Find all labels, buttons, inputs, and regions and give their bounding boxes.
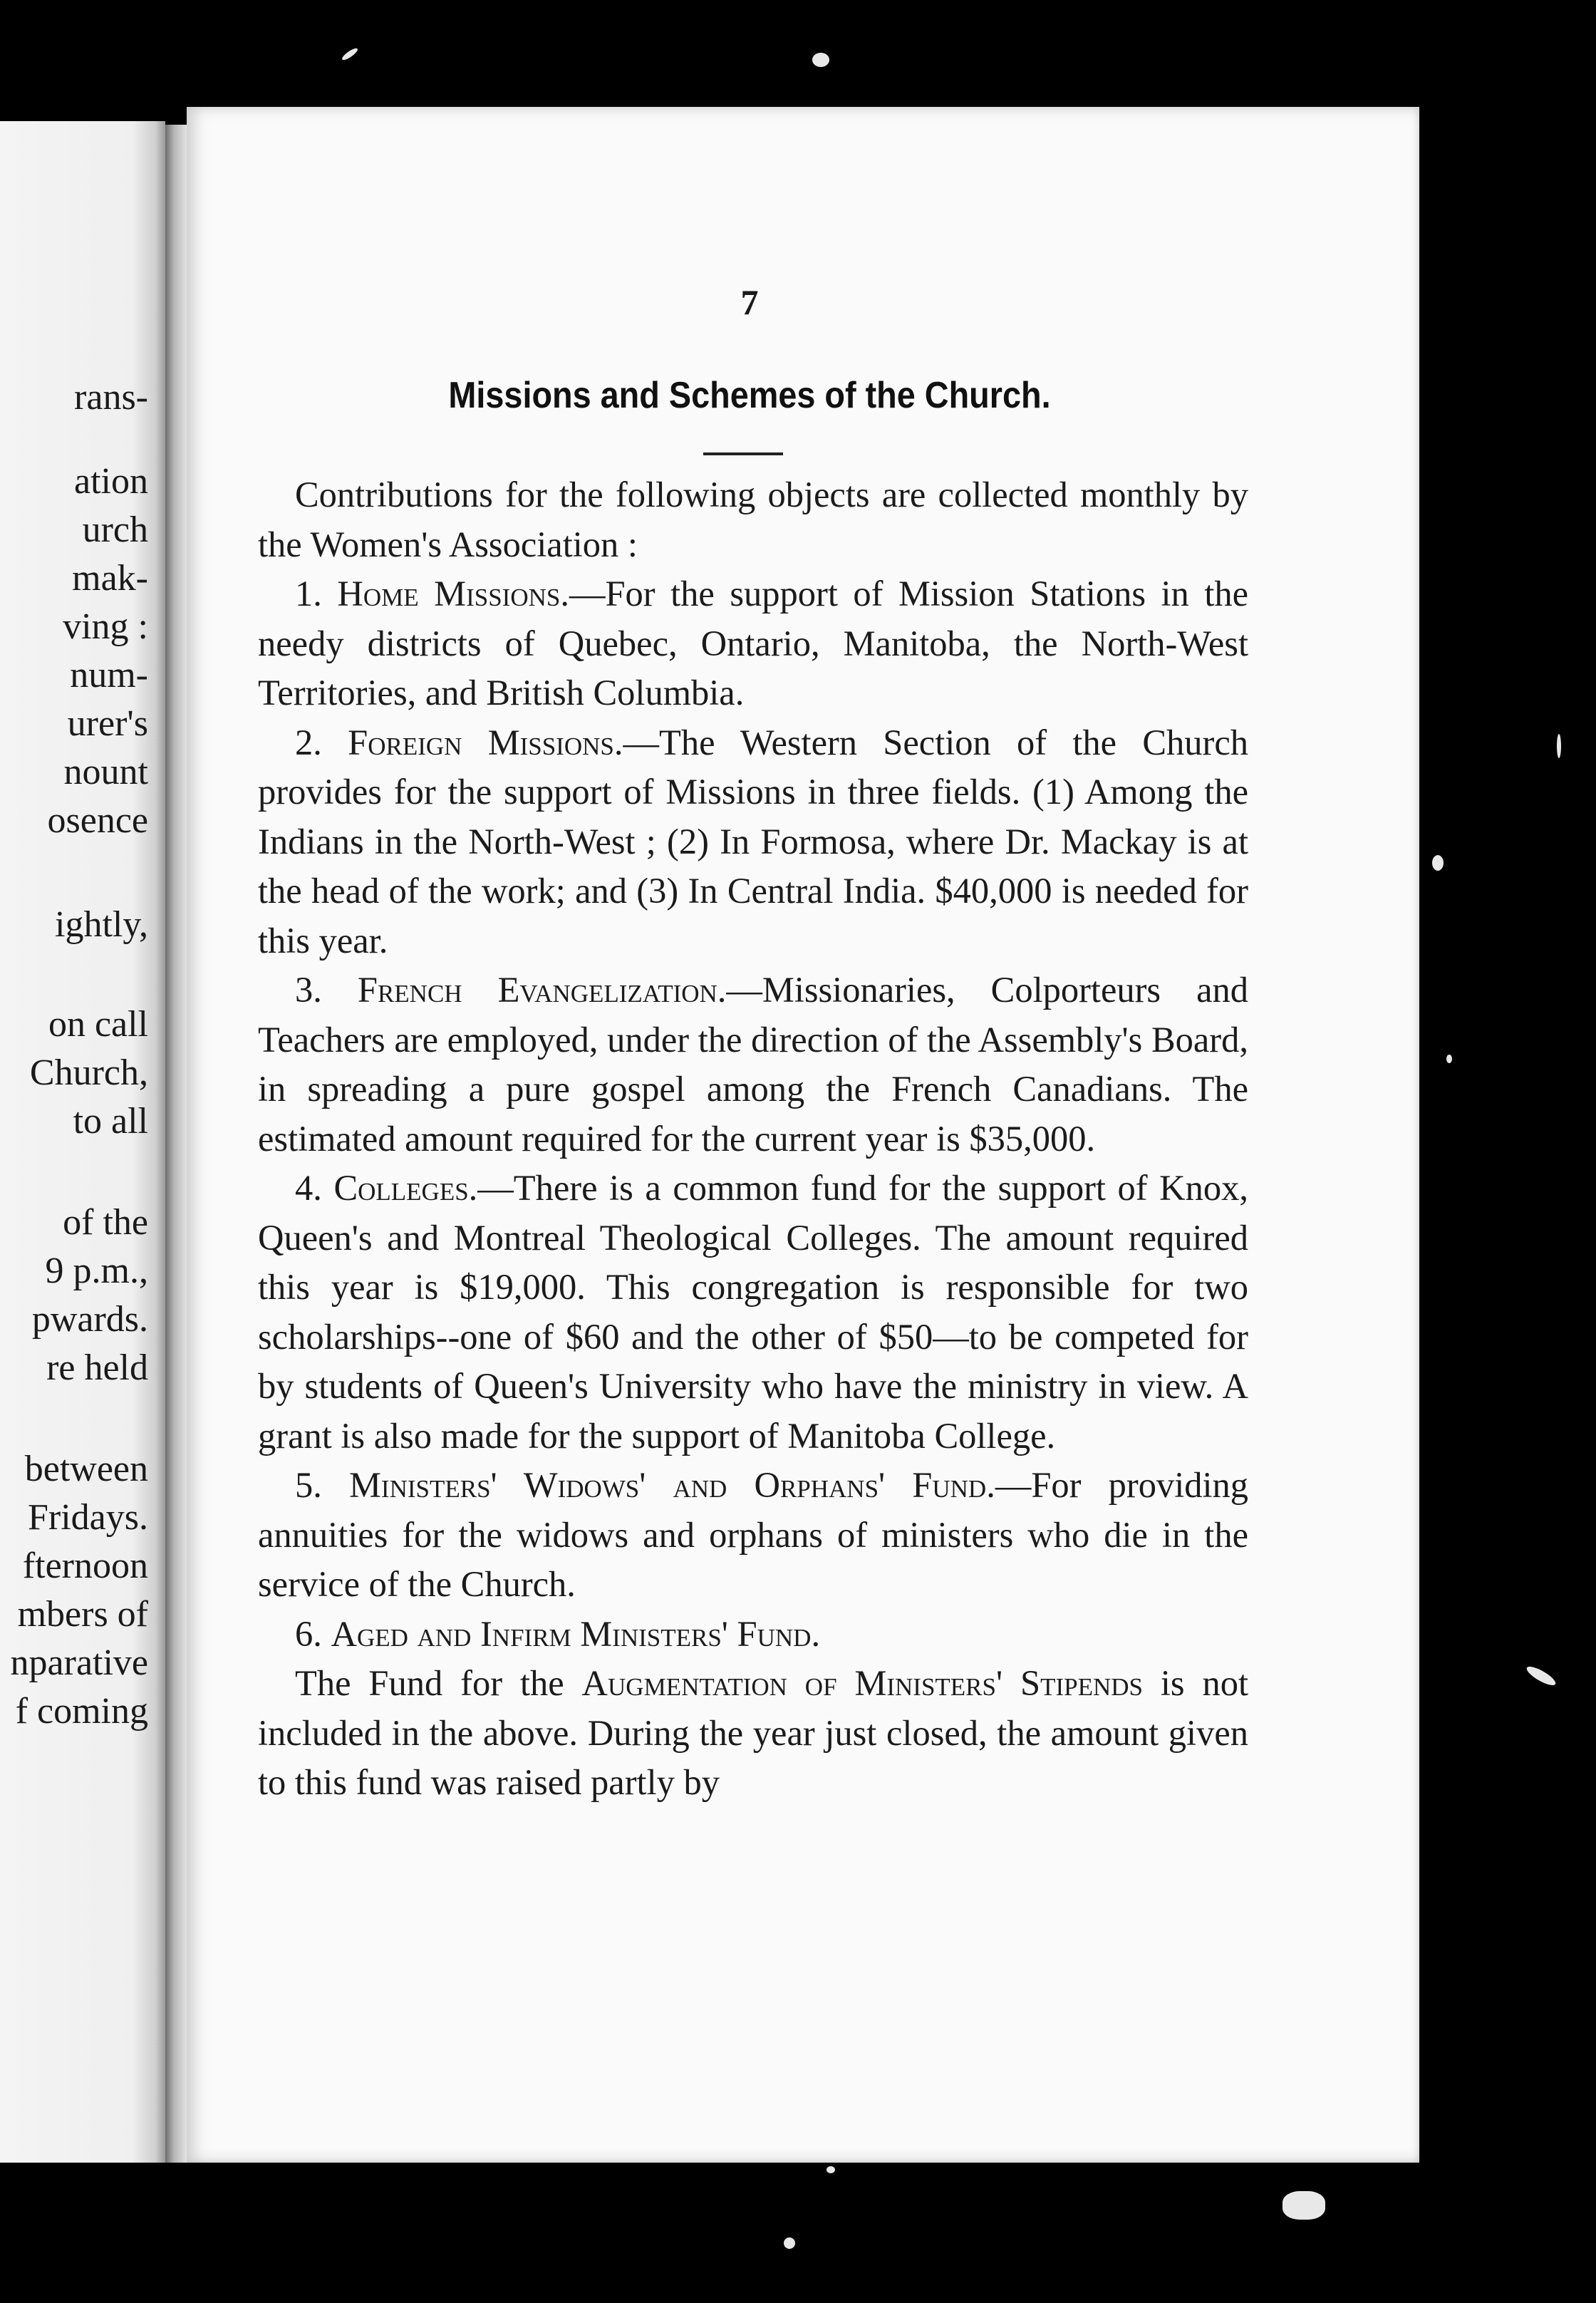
left-page-fragment: osence <box>47 800 148 841</box>
item-title: Home Missions. <box>337 574 569 614</box>
left-page-fragment: urch <box>82 509 148 550</box>
left-page-fragment: between <box>24 1449 148 1489</box>
left-page-fragment: ving : <box>63 606 148 647</box>
item-text: —Missionaries, Colporteurs and Teachers are employed, under the direction of the Assembly's Board, in spreading a pure gospel among the French Canadians. The estimated amount required for the current year is $35,000. <box>258 970 1248 1159</box>
left-page-fragment: ation <box>74 461 148 502</box>
dust-speck <box>826 2166 835 2173</box>
item-home-missions <box>258 569 1248 718</box>
item-number: 6. <box>295 1613 322 1654</box>
heading-rule <box>703 452 783 455</box>
closing-paragraph <box>258 1659 1248 1808</box>
body-text <box>258 470 1248 1808</box>
left-page-fragment: f coming <box>15 1691 148 1732</box>
item-title: Colleges. <box>333 1168 478 1208</box>
left-page-fragment: 9 p.m., <box>45 1251 148 1291</box>
left-page-fragment: fternoon <box>22 1546 148 1586</box>
dust-speck <box>1557 734 1561 758</box>
item-text: —There is a common fund for the support of Knox, Queen's and Montreal Theological Colleges. The amount required this year is $19,000. This congregation is responsible for two scholarships--one of $60 and the other of $50—to be competed for by students of Queen's University who have the ministry in view. A grant is also made for the support of Manitoba College. <box>258 1168 1249 1456</box>
item-number: 2. <box>295 722 322 762</box>
item-colleges <box>258 1164 1248 1461</box>
item-number: 1. <box>295 574 322 614</box>
dust-speck <box>812 53 829 67</box>
dust-speck <box>341 46 359 61</box>
dust-speck <box>1446 1055 1452 1063</box>
left-page-fragment: rans- <box>74 377 148 418</box>
dust-speck <box>1282 2191 1325 2220</box>
item-title: Ministers' Widows' and Orphans' Fund. <box>349 1465 995 1505</box>
closing-pre: The Fund for the <box>295 1663 582 1703</box>
closing-title: Augmentation of Ministers' Stipends <box>581 1663 1143 1703</box>
left-page-fragment: of the <box>63 1202 148 1243</box>
item-widows-orphans-fund <box>258 1461 1248 1610</box>
item-title: French Evangelization. <box>357 970 727 1010</box>
left-page-fragment: Fridays. <box>28 1497 148 1538</box>
left-page-fragment: mbers of <box>17 1594 148 1635</box>
left-page-fragment: pwards. <box>31 1299 148 1340</box>
item-number: 4. <box>295 1168 322 1208</box>
page-number: 7 <box>740 282 759 322</box>
left-page-fragment: re held <box>46 1347 148 1388</box>
left-page-fragment: Church, <box>29 1052 148 1093</box>
book-gutter <box>165 125 187 2163</box>
left-facing-page <box>0 121 165 2163</box>
item-text: —For the support of Mission Stations in the needy districts of Quebec, Ontario, Manitoba, the North-West Territories, and British Columbia. <box>258 574 1249 713</box>
main-page <box>187 107 1419 2163</box>
left-page-fragment: to all <box>73 1101 148 1142</box>
left-page-fragment: on call <box>48 1004 148 1045</box>
item-french-evangelization <box>258 966 1248 1164</box>
left-page-fragment: ightly, <box>55 904 148 945</box>
left-page-fragment: num- <box>70 655 148 695</box>
left-page-fragment: mak- <box>72 558 148 599</box>
left-page-fragment: urer's <box>67 703 148 744</box>
item-foreign-missions <box>258 718 1248 966</box>
left-page-fragment: nount <box>63 752 148 792</box>
item-title: Foreign Missions. <box>348 722 623 762</box>
dust-speck <box>1432 855 1444 871</box>
dust-speck <box>1525 1663 1558 1688</box>
item-number: 3. <box>295 970 322 1010</box>
dust-speck <box>784 2237 795 2249</box>
item-number: 5. <box>295 1465 322 1505</box>
item-title: Aged and Infirm Ministers' Fund. <box>331 1613 821 1654</box>
item-text: —The Western Section of the Church provides for the support of Missions in three fields. (1) Among the Indians in the North-West ; (2) In Formosa, where Dr. Mackay is at the head of the work; and (3) In Central India. $40,000 is needed for this year. <box>258 722 1248 961</box>
left-page-fragment: nparative <box>10 1642 148 1683</box>
closing-post: is not included in the above. During the year just closed, the amount given to this fund was raised partly by <box>258 1663 1248 1802</box>
page-heading: Missions and Schemes of the Church. <box>448 375 1051 416</box>
item-aged-infirm-fund <box>258 1610 1248 1660</box>
intro-paragraph: Contributions for the following objects are collected monthly by the Women's Association : <box>258 475 1248 564</box>
item-text: —For providing annuities for the widows and orphans of ministers who die in the service of the Church. <box>258 1465 1249 1604</box>
